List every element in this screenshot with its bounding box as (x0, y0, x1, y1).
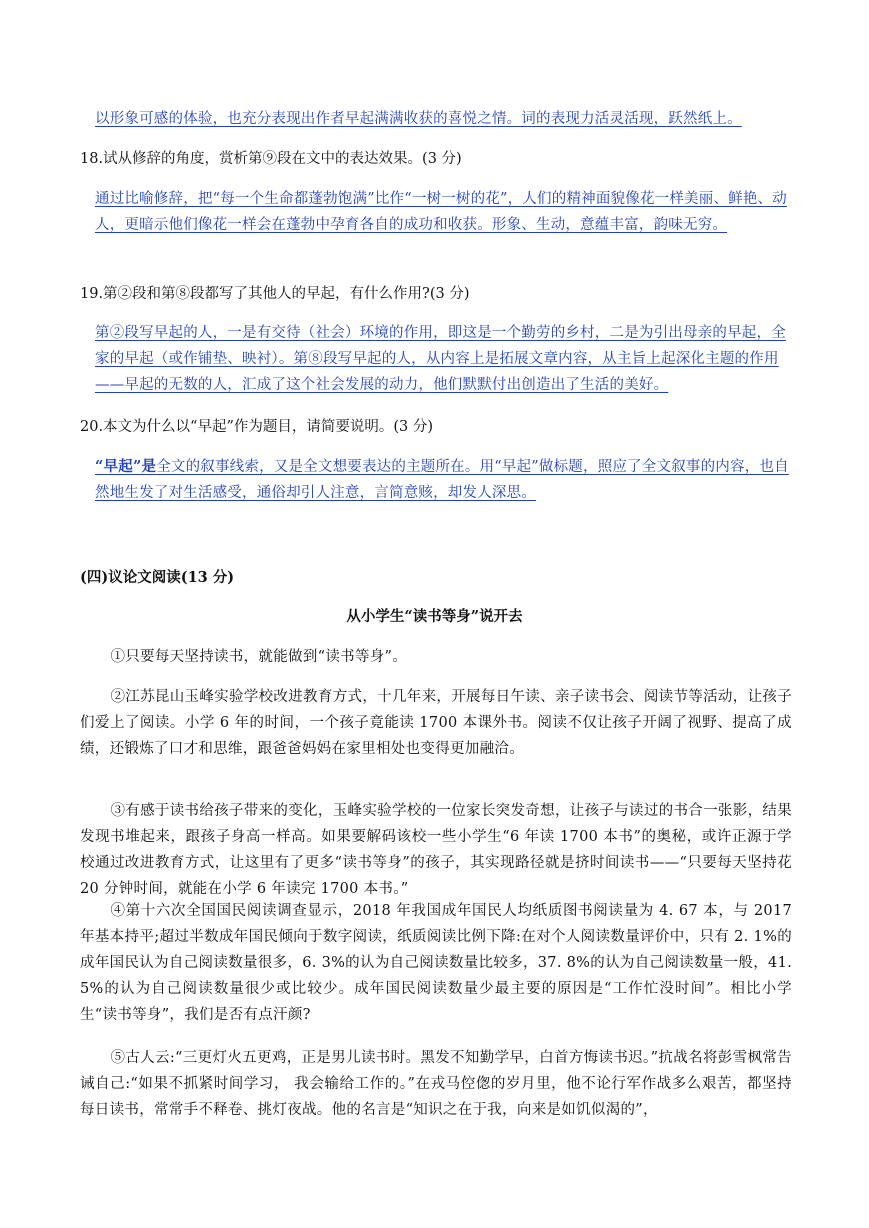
article-title: 从小学生“读书等身”说开去 (346, 608, 523, 625)
answer-20-bold-lead: “早起”是 (95, 458, 157, 475)
question-20: 20.本文为什么以“早起”作为题目，请简要说明。(3 分) (80, 419, 434, 435)
answer-20-text: 全文的叙事线索，又是全文想要表达的主题所在。用“早起”做标题，照应了全文叙事的内容，也自然地生发了对生活感受，通俗却引人注意，言简意赅，却发人深思。 (95, 459, 789, 501)
paragraph-1: ①只要每天坚持读书，就能做到“读书等身”。 (110, 649, 408, 665)
answer-19: 第②段写早起的人，一是有交待（社会）环境的作用，即这是一个勤劳的乡村，二是为引出母亲的早起，全家的早起（或作铺垫、映衬）。第⑧段写早起的人，从内容上是拓展文章内容，从主旨上起深化主题的作用——早起的无数的人，汇成了这个社会发展的动力，他们默默付出创造出了生活的美好。 (95, 325, 786, 393)
question-19: 19.第②段和第⑧段都写了其他人的早起，有什么作用?(3 分) (80, 286, 470, 302)
section-heading: (四)议论文阅读(13 分) (80, 569, 235, 586)
question-18: 18.试从修辞的角度，赏析第⑨段在文中的表达效果。(3 分) (80, 151, 462, 167)
paragraph-4: ④第十六次全国国民阅读调查显示，2018 年我国成年国民人均纸质图书阅读量为 4. 67 本，与 2017 年基本持平;超过半数成年国民倾向于数字阅读，纸质阅读比例下降:在对个人阅读数量评价中，只有 2. 1%的成年国民认为自己阅读数量很多，6. 3%的认为自己阅读数量比较多，37. 8%的认为自己阅读数量一般，41. 5%的认为自己阅读数量很少或比较少。成年国民阅读数量少最主要的原因是“工作忙没时间”。相比小学生“读书等身”，我们是否有点汗颜? (80, 903, 792, 1023)
answer-17-tail: 以形象可感的体验，也充分表现出作者早起满满收获的喜悦之情。词的表现力活灵活现，跃然纸上。 (95, 111, 742, 127)
answer-18: 通过比喻修辞，把“每一个生命都蓬勃饱满”比作“一树一树的花”，人们的精神面貌像花一样美丽、鲜艳、动人，更暗示他们像花一样会在蓬勃中孕育各自的成功和收获。形象、生动，意蕴丰富，韵味无穷。 (95, 191, 787, 233)
paragraph-2: ②江苏昆山玉峰实验学校改进教育方式，十几年来，开展每日午读、亲子读书会、阅读节等活动，让孩子们爱上了阅读。小学 6 年的时间，一个孩子竟能读 1700 本课外书。阅读不仅让孩子开阔了视野、提高了成绩，还锻炼了口才和思维，跟爸爸妈妈在家里相处也变得更加融洽。 (80, 689, 792, 757)
paragraph-5: ⑤古人云:“三更灯火五更鸡，正是男儿读书时。黑发不知勤学早，白首方悔读书迟。”抗战名将彭雪枫常告诫自己:“如果不抓紧时间学习， 我会输给工作的。”在戎马倥偬的岁月里，他不论行军作战多么艰苦，都坚持每日读书，常常手不释卷、挑灯夜战。他的名言是“知识之在于我，向来是如饥似渴的”， (80, 1050, 792, 1118)
paragraph-3: ③有感于读书给孩子带来的变化，玉峰实验学校的一位家长突发奇想，让孩子与读过的书合一张影，结果发现书堆起来，跟孩子身高一样高。如果要解码该校一些小学生“6 年读 1700 本书”的奥秘，或许正源于学校通过改进教育方式，让这里有了更多“读书等身”的孩子，其实现路径就是挤时间读书——“只要每天坚持花 20 分钟时间，就能在小学 6 年读完 1700 本书。” (80, 803, 792, 897)
answer-20 (95, 454, 795, 506)
